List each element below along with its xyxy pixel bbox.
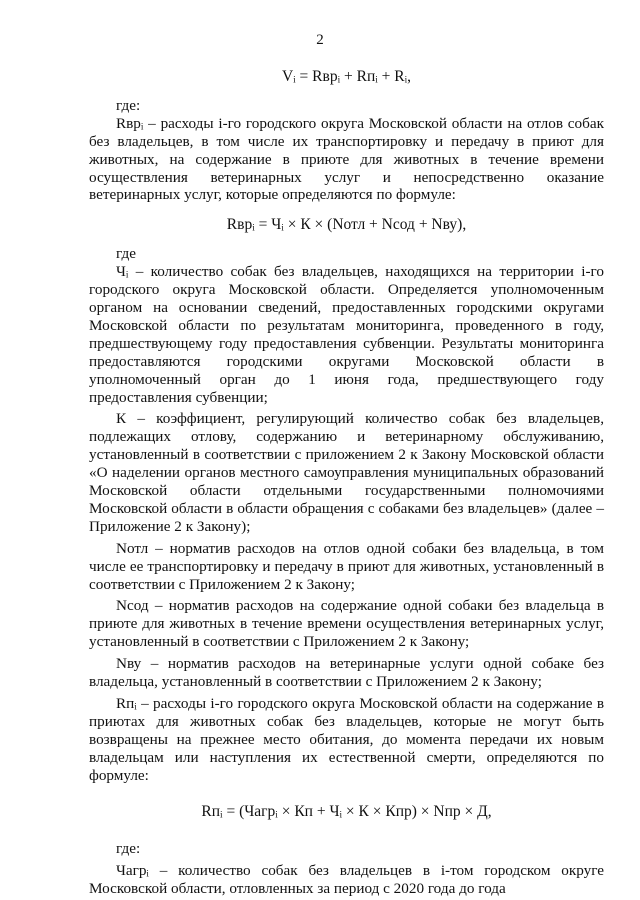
where-label: где: (116, 96, 141, 114)
paragraph-rvr: Rврᵢ – расходы i-го городского округа Московской области на отлов собак без владельцев, в том числе их транспортировку и передачу в приют для животных, на содержание в приюте для животных в течение времени осуществления ветеринарных услуг и непосредственно оказание ветеринарных услуг, которые определяются по формуле: (89, 114, 604, 204)
where-label: где: (116, 840, 141, 858)
paragraph-chagr: Чагрᵢ – количество собак без владельцев в i-том городском округе Московской области, отловленных за период с 2020 года до года (89, 862, 604, 898)
where-label: где (116, 245, 136, 263)
paragraph-nsod: Nсод – норматив расходов на содержание одной собаки без владельца в приюте для животных в течение времени осуществления ветеринарных услуг, установленный в соответствии с Приложением 2 к Закону; (89, 597, 604, 651)
document-body (89, 60, 604, 898)
page-number: 2 (316, 32, 324, 48)
paragraph-ch: Чᵢ – количество собак без владельцев, находящихся на территории i-го городского округа Московской области. Определяется уполномоченным органом на основании сведений, предоставленных городскими округами Московской области по результатам мониторинга, проведенного в году, предшествующему году предоставления субвенции. Результаты мониторинга предоставляются городскими округами Московской области в уполномоченный орган до 1 июня года, предшествующего году предоставления субвенции; (89, 263, 604, 406)
paragraph-nvu: Nву – норматив расходов на ветеринарные услуги одной собаке без владельца, установленный в соответствии с Приложением 2 к Закону; (89, 655, 604, 691)
formula-rp: Rпᵢ = (Чагрᵢ × Кп + Чᵢ × К × Кпр) × Nпр × Д, (201, 802, 492, 820)
paragraph-rp: Rпᵢ – расходы i-го городского округа Московской области на содержание в приютах для животных собак без владельцев, которые не могут быть возвращены на прежнее место обитания, до момента передачи их новым владельцам или наступления их естественной смерти, определяются по формуле: (89, 695, 604, 784)
paragraph-notl: Nотл – норматив расходов на отлов одной собаки без владельца, в том числе ее транспортировку и передачу в приют для животных, установленный в соответствии с Приложением 2 к Закону; (89, 539, 604, 593)
formula-rvr: Rврᵢ = Чᵢ × К × (Nотл + Nсод + Nву), (226, 216, 467, 234)
paragraph-k: К – коэффициент, регулирующий количество собак без владельцев, подлежащих отлову, содержанию и ветеринарному обслуживанию, установленный в соответствии с приложением 2 к Закону Московской области «О наделении органов местного самоуправления муниципальных образований Московской области отдельными государственными полномочиями Московской области в области обращения с собаками без владельцев» (далее – Приложение 2 к Закону); (89, 410, 604, 535)
formula-v: Vᵢ = Rврᵢ + Rпᵢ + Rᵢ, (281, 68, 412, 85)
